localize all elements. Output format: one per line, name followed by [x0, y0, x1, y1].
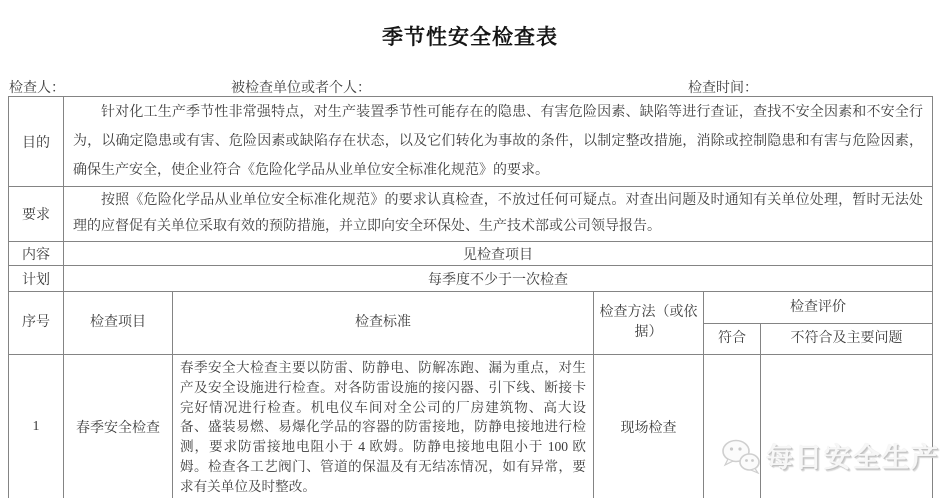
- inspected-unit-label: 被检查单位或者个人：: [231, 81, 371, 96]
- col-method-header: 检查方法（或依据）: [594, 292, 704, 355]
- serial-cell: 1: [9, 355, 64, 498]
- col-evaluation-header: 检查评价: [704, 292, 933, 324]
- requirement-label: 要求: [9, 187, 64, 242]
- conform-cell: [704, 355, 761, 498]
- inspection-table: [8, 96, 933, 498]
- requirement-text: 按照《危险化学品从业单位安全标准化规范》的要求认真检查，不放过任何可疑点。对查出问题及时通知有关单位处理，暂时无法处理的应督促有关单位采取有效的预防措施，并立即向安全环保处、生产技术部或公司领导报告。: [64, 187, 933, 242]
- content-row: [9, 242, 933, 266]
- purpose-text: 针对化工生产季节性非常强特点，对生产装置季节性可能存在的隐患、有害危险因素、缺陷等进行查证，查找不安全因素和不安全行为，以确定隐患或有害、危险因素或缺陷存在状态，以及它们转化为事故的条件，以制定整改措施，消除或控制隐患和有害与危险因素，确保生产安全，使企业符合《危险化学品从业单位安全标准化规范》的要求。: [64, 97, 933, 187]
- purpose-label: 目的: [9, 97, 64, 187]
- purpose-row: [9, 97, 933, 187]
- plan-label: 计划: [9, 266, 64, 292]
- item-cell: 春季安全检查: [64, 355, 173, 498]
- col-nonconform-header: 不符合及主要问题: [761, 324, 933, 355]
- col-serial-header: 序号: [9, 292, 64, 355]
- method-cell: 现场检查: [594, 355, 704, 498]
- standard-cell: 春季安全大检查主要以防雷、防静电、防解冻跑、漏为重点，对生产及安全设施进行检查。对各防雷设施的接闪器、引下线、断接卡完好情况进行检查。机电仪车间对全公司的厂房建筑物、高大设备、盛装易燃、易爆化学品的容器的防雷接地，防静电接地进行检测，要求防雷接地电阻小于 4 欧姆。防静电接地电阻小于 100 欧姆。检查各工艺阀门、管道的保温及有无结冻情况，如有异常，要求有关单位及时整改。: [173, 355, 594, 498]
- info-bar: [0, 77, 940, 95]
- col-conform-header: 符合: [704, 324, 761, 355]
- inspection-time-label: 检查时间：: [688, 81, 758, 96]
- table-row: [9, 355, 933, 498]
- content-value: 见检查项目: [64, 242, 933, 266]
- plan-value: 每季度不少于一次检查: [64, 266, 933, 292]
- page-title: 季节性安全检查表: [382, 25, 558, 49]
- content-label: 内容: [9, 242, 64, 266]
- col-item-header: 检查项目: [64, 292, 173, 355]
- col-standard-header: 检查标准: [173, 292, 594, 355]
- inspector-label: 检查人：: [9, 81, 65, 96]
- nonconform-cell: [761, 355, 933, 498]
- watermark-text: 每日安全生产: [766, 443, 940, 473]
- plan-row: [9, 266, 933, 292]
- requirement-row: [9, 187, 933, 242]
- table-header-row: [9, 292, 933, 324]
